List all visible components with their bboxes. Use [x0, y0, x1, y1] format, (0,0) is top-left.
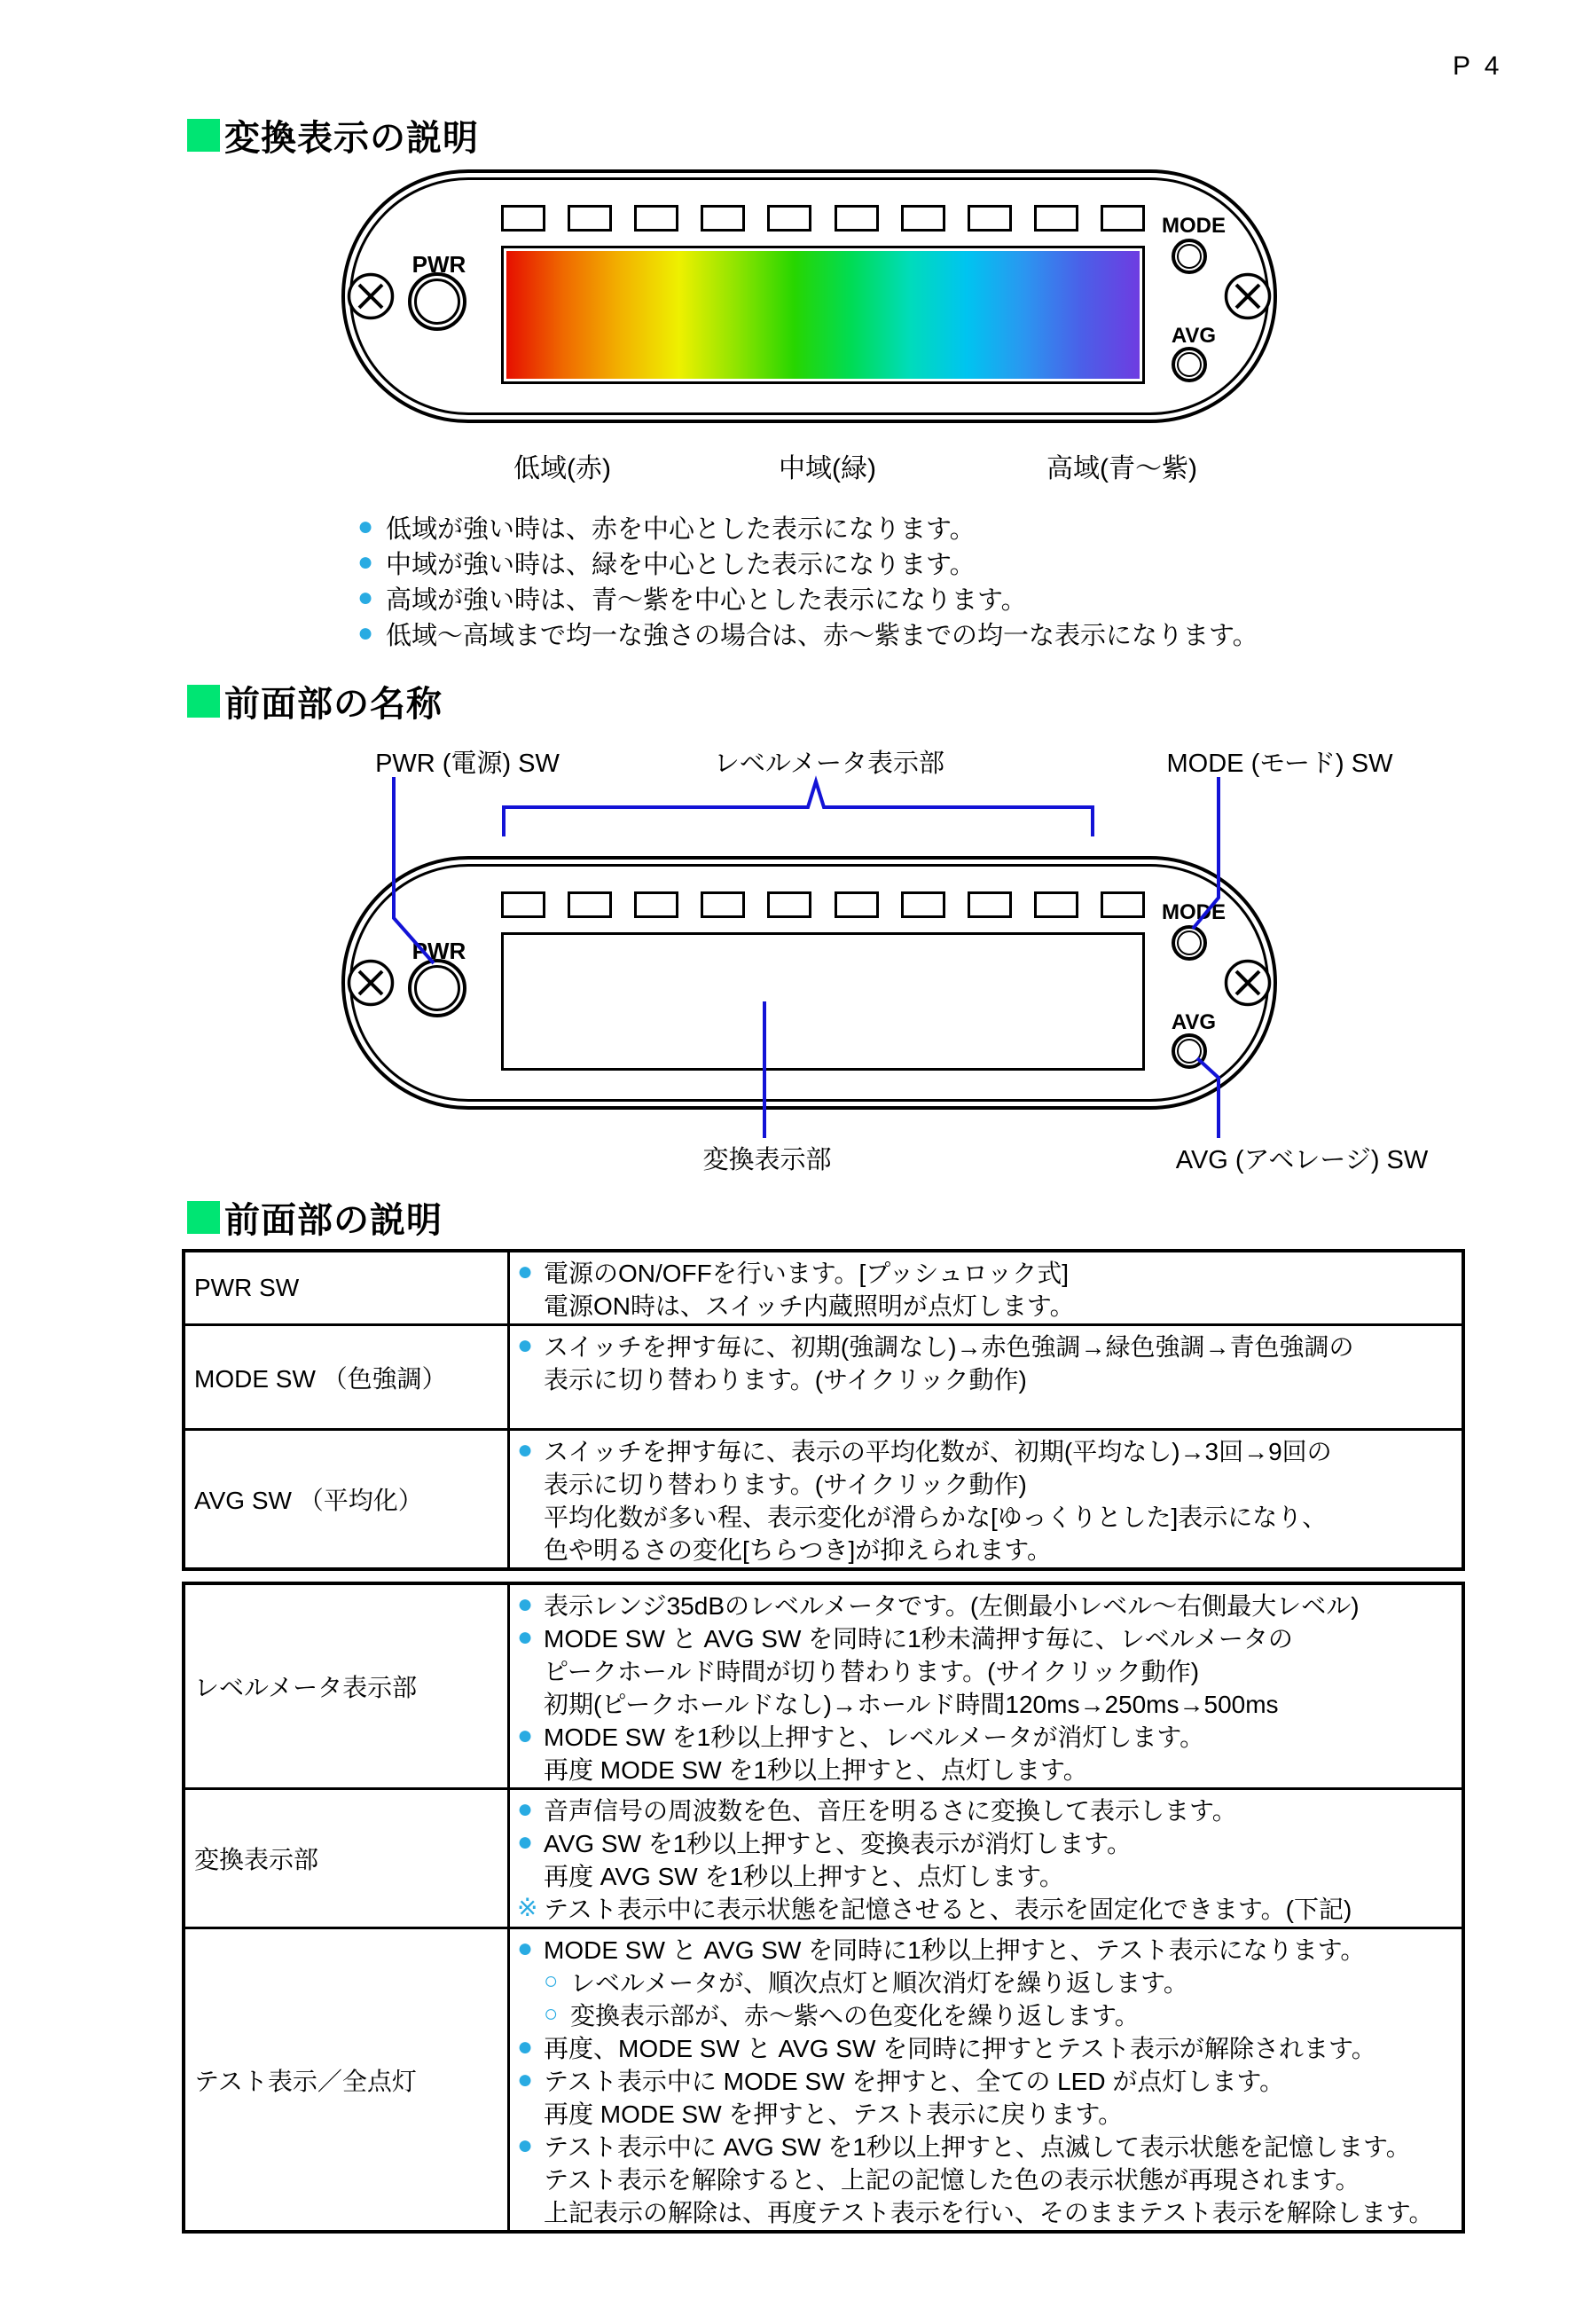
- section-heading-conversion: [187, 110, 479, 161]
- list-item: [357, 616, 1258, 651]
- description-line: [517, 1858, 1456, 1891]
- conversion-notes: [357, 509, 1258, 651]
- description-line: [517, 1362, 1456, 1394]
- cyan-dot-icon: ●: [517, 1330, 534, 1360]
- led-indicator: [968, 891, 1012, 918]
- table-row: [184, 1789, 1463, 1928]
- green-square-bullet-icon: [187, 119, 220, 152]
- callout-conversion-display: 変換表示部: [702, 1146, 832, 1174]
- mode-switch-label: MODE: [1162, 900, 1226, 924]
- row-description: [509, 1325, 1464, 1430]
- description-line: [517, 1466, 1456, 1499]
- level-meter-led-row: [501, 205, 1145, 232]
- line-text: 再度 MODE SW を押すと、テスト表示に戻ります。: [544, 2100, 1124, 2128]
- description-line: [517, 1499, 1456, 1532]
- switch-description-table: [182, 1249, 1465, 1571]
- description-line: [517, 1793, 1456, 1825]
- led-indicator: [568, 205, 612, 232]
- section-heading-text: 変換表示の説明: [224, 119, 479, 158]
- table-row: [184, 1583, 1463, 1789]
- conversion-display: [501, 932, 1145, 1071]
- row-description: [509, 1583, 1464, 1789]
- row-label: レベルメータ表示部: [184, 1583, 509, 1789]
- led-indicator: [1034, 891, 1078, 918]
- device-diagram-labeled: [341, 856, 1277, 1110]
- table-row: [184, 1928, 1463, 2233]
- callout-mode-sw: MODE (モード) SW: [1166, 750, 1393, 778]
- led-indicator: [568, 891, 612, 918]
- led-indicator: [901, 891, 945, 918]
- description-line: [517, 1329, 1456, 1362]
- cyan-dot-icon: ●: [517, 1589, 534, 1619]
- callout-avg-sw: AVG (アベレージ) SW: [1175, 1146, 1429, 1174]
- line-text: 電源のON/OFFを行います。[プッシュロック式]: [544, 1259, 1070, 1287]
- led-indicator: [501, 891, 545, 918]
- led-indicator: [835, 891, 879, 918]
- description-line: [517, 1255, 1456, 1288]
- level-meter-bracket: [504, 781, 1093, 836]
- table-row: [184, 1430, 1463, 1570]
- line-text: テスト表示中に AVG SW を1秒以上押すと、点滅して表示状態を記憶します。: [544, 2132, 1411, 2161]
- line-text: 色や明るさの変化[ちらつき]が抑えられます。: [544, 1535, 1053, 1564]
- line-text: スイッチを押す毎に、表示の平均化数が、初期(平均なし)→3回→9回の: [544, 1437, 1332, 1465]
- green-square-bullet-icon: [187, 685, 220, 718]
- led-indicator: [767, 205, 811, 232]
- description-line: [517, 1998, 1456, 2030]
- section-heading-text: 前面部の説明: [224, 1201, 443, 1240]
- note-mark-icon: ※: [517, 1893, 538, 1921]
- description-line: [517, 1932, 1456, 1965]
- section-heading-text: 前面部の名称: [224, 685, 443, 724]
- line-text: 変換表示部が、赤～紫への色変化を繰り返します。: [570, 2001, 1140, 2030]
- avg-switch-label: AVG: [1171, 1010, 1217, 1034]
- line-text: MODE SW と AVG SW を同時に1秒未満押す毎に、レベルメータの: [544, 1624, 1293, 1653]
- row-description: [509, 1789, 1464, 1928]
- cyan-dot-icon: ●: [517, 1933, 534, 1963]
- callout-pwr-sw: PWR (電源) SW: [375, 750, 560, 778]
- row-label: PWR SW: [184, 1251, 509, 1325]
- pwr-switch: [408, 272, 466, 331]
- description-line: [517, 1532, 1456, 1565]
- line-text: 上記表示の解除は、再度テスト表示を行い、そのままテスト表示を解除します。: [544, 2198, 1434, 2226]
- pwr-switch: [408, 959, 466, 1017]
- led-indicator: [835, 205, 879, 232]
- line-text: MODE SW を1秒以上押すと、レベルメータが消灯します。: [544, 1723, 1205, 1751]
- description-line: [517, 1433, 1456, 1466]
- display-description-table: [182, 1582, 1465, 2234]
- line-text: 初期(ピークホールドなし)→ホールド時間120ms→250ms→500ms: [544, 1690, 1279, 1718]
- line-text: レベルメータが、順次点灯と順次消灯を繰り返します。: [570, 1968, 1188, 1997]
- row-label: AVG SW （平均化）: [184, 1430, 509, 1570]
- note-text: 低域が強い時は、赤を中心とした表示になります。: [386, 514, 976, 544]
- cyan-dot-icon: ●: [357, 512, 374, 541]
- mode-switch-label: MODE: [1162, 214, 1226, 238]
- callout-level-meter: レベルメータ表示部: [713, 750, 945, 778]
- page-number: P 4: [1453, 51, 1503, 81]
- description-line: [517, 2162, 1456, 2194]
- avg-switch: [1172, 1033, 1207, 1069]
- description-line: [517, 2129, 1456, 2162]
- cyan-dot-icon: ●: [517, 1256, 534, 1286]
- cyan-dot-icon: ●: [517, 1621, 534, 1652]
- cyan-dot-icon: ●: [517, 2064, 534, 2094]
- line-text: 再度、MODE SW と AVG SW を同時に押すとテスト表示が解除されます。: [544, 2034, 1376, 2062]
- line-text: 電源ON時は、スイッチ内蔵照明が点灯します。: [544, 1292, 1075, 1320]
- row-description: [509, 1251, 1464, 1325]
- list-item: [357, 545, 1258, 580]
- screw-icon: [347, 272, 395, 320]
- table-row: [184, 1251, 1463, 1325]
- line-text: 表示に切り替わります。(サイクリック動作): [544, 1470, 1027, 1498]
- line-text: 音声信号の周波数を色、音圧を明るさに変換して表示します。: [544, 1796, 1237, 1825]
- line-text: MODE SW と AVG SW を同時に1秒以上押すと、テスト表示になります。: [544, 1935, 1366, 1964]
- cyan-dot-icon: ●: [517, 1826, 534, 1857]
- label-high-range: 高域(青～紫): [1046, 454, 1197, 483]
- led-indicator: [1101, 205, 1145, 232]
- section-heading-front-names: [187, 676, 443, 726]
- line-text: 再度 AVG SW を1秒以上押すと、点灯します。: [544, 1862, 1064, 1890]
- line-text: テスト表示を解除すると、上記の記憶した色の表示状態が再現されます。: [544, 2165, 1360, 2194]
- screw-icon: [347, 959, 395, 1007]
- label-low-range: 低域(赤): [513, 454, 611, 483]
- line-text: AVG SW を1秒以上押すと、変換表示が消灯します。: [544, 1829, 1133, 1857]
- description-line: [517, 1965, 1456, 1998]
- cyan-dot-icon: ●: [357, 583, 374, 612]
- row-label: MODE SW （色強調）: [184, 1325, 509, 1430]
- cyan-dot-icon: ●: [517, 2031, 534, 2061]
- label-mid-range: 中域(緑): [779, 454, 876, 483]
- line-text: テスト表示中に MODE SW を押すと、全ての LED が点灯します。: [544, 2067, 1285, 2095]
- pwr-switch-label: PWR: [411, 938, 466, 964]
- level-meter-led-row: [501, 891, 1145, 918]
- description-line: [517, 1288, 1456, 1321]
- mode-switch: [1172, 239, 1207, 274]
- led-indicator: [634, 205, 678, 232]
- description-line: [517, 2063, 1456, 2096]
- description-line: [517, 1653, 1456, 1686]
- description-line: [517, 2030, 1456, 2063]
- spectrum-gradient: [506, 251, 1140, 379]
- led-indicator: [1034, 205, 1078, 232]
- led-indicator: [701, 205, 745, 232]
- cyan-ring-icon: ○: [544, 1967, 559, 1994]
- cyan-dot-icon: ●: [357, 547, 374, 577]
- row-description: [509, 1430, 1464, 1570]
- table-row: [184, 1325, 1463, 1430]
- description-line: [517, 1686, 1456, 1719]
- led-indicator: [701, 891, 745, 918]
- description-line: [517, 1588, 1456, 1621]
- line-text: 平均化数が多い程、表示変化が滑らかな[ゆっくりとした]表示になり、: [544, 1503, 1328, 1531]
- note-text: 高域が強い時は、青～紫を中心とした表示になります。: [386, 585, 1027, 615]
- description-line: [517, 1891, 1456, 1924]
- line-text: テスト表示中に表示状態を記憶させると、表示を固定化できます。(下記): [544, 1895, 1352, 1923]
- note-text: 中域が強い時は、緑を中心とした表示になります。: [386, 550, 976, 579]
- line-text: 表示レンジ35dBのレベルメータです。(左側最小レベル～右側最大レベル): [544, 1591, 1360, 1620]
- row-description: [509, 1928, 1464, 2233]
- note-text: 低域～高域まで均一な強さの場合は、赤～紫までの均一な表示になります。: [386, 621, 1258, 650]
- section-heading-front-desc: [187, 1192, 443, 1243]
- avg-switch: [1172, 347, 1207, 382]
- description-line: [517, 2194, 1456, 2227]
- cyan-dot-icon: ●: [517, 1720, 534, 1750]
- cyan-dot-icon: ●: [517, 2130, 534, 2160]
- screw-icon: [1224, 959, 1272, 1007]
- description-line: [517, 2096, 1456, 2129]
- green-square-bullet-icon: [187, 1201, 220, 1234]
- line-text: 表示に切り替わります。(サイクリック動作): [544, 1365, 1027, 1394]
- avg-switch-label: AVG: [1171, 324, 1217, 348]
- line-text: スイッチを押す毎に、初期(強調なし)→赤色強調→緑色強調→青色強調の: [544, 1332, 1354, 1361]
- description-line: [517, 1719, 1456, 1752]
- mode-switch: [1172, 925, 1207, 961]
- screw-icon: [1224, 272, 1272, 320]
- cyan-dot-icon: ●: [357, 618, 374, 648]
- row-label: 変換表示部: [184, 1789, 509, 1928]
- description-line: [517, 1752, 1456, 1785]
- line-text: 再度 MODE SW を1秒以上押すと、点灯します。: [544, 1755, 1088, 1784]
- description-line: [517, 1621, 1456, 1653]
- led-indicator: [901, 205, 945, 232]
- list-item: [357, 580, 1258, 616]
- led-indicator: [501, 205, 545, 232]
- line-text: ピークホールド時間が切り替わります。(サイクリック動作): [544, 1657, 1200, 1685]
- description-line: [517, 1825, 1456, 1858]
- led-indicator: [634, 891, 678, 918]
- row-label: テスト表示／全点灯: [184, 1928, 509, 2233]
- cyan-ring-icon: ○: [544, 2000, 559, 2027]
- list-item: [357, 509, 1258, 545]
- cyan-dot-icon: ●: [517, 1794, 534, 1824]
- led-indicator: [968, 205, 1012, 232]
- pwr-switch-label: PWR: [411, 251, 466, 278]
- led-indicator: [1101, 891, 1145, 918]
- device-diagram-spectrum: [341, 169, 1277, 423]
- cyan-dot-icon: ●: [517, 1434, 534, 1464]
- conversion-display: [501, 246, 1145, 384]
- led-indicator: [767, 891, 811, 918]
